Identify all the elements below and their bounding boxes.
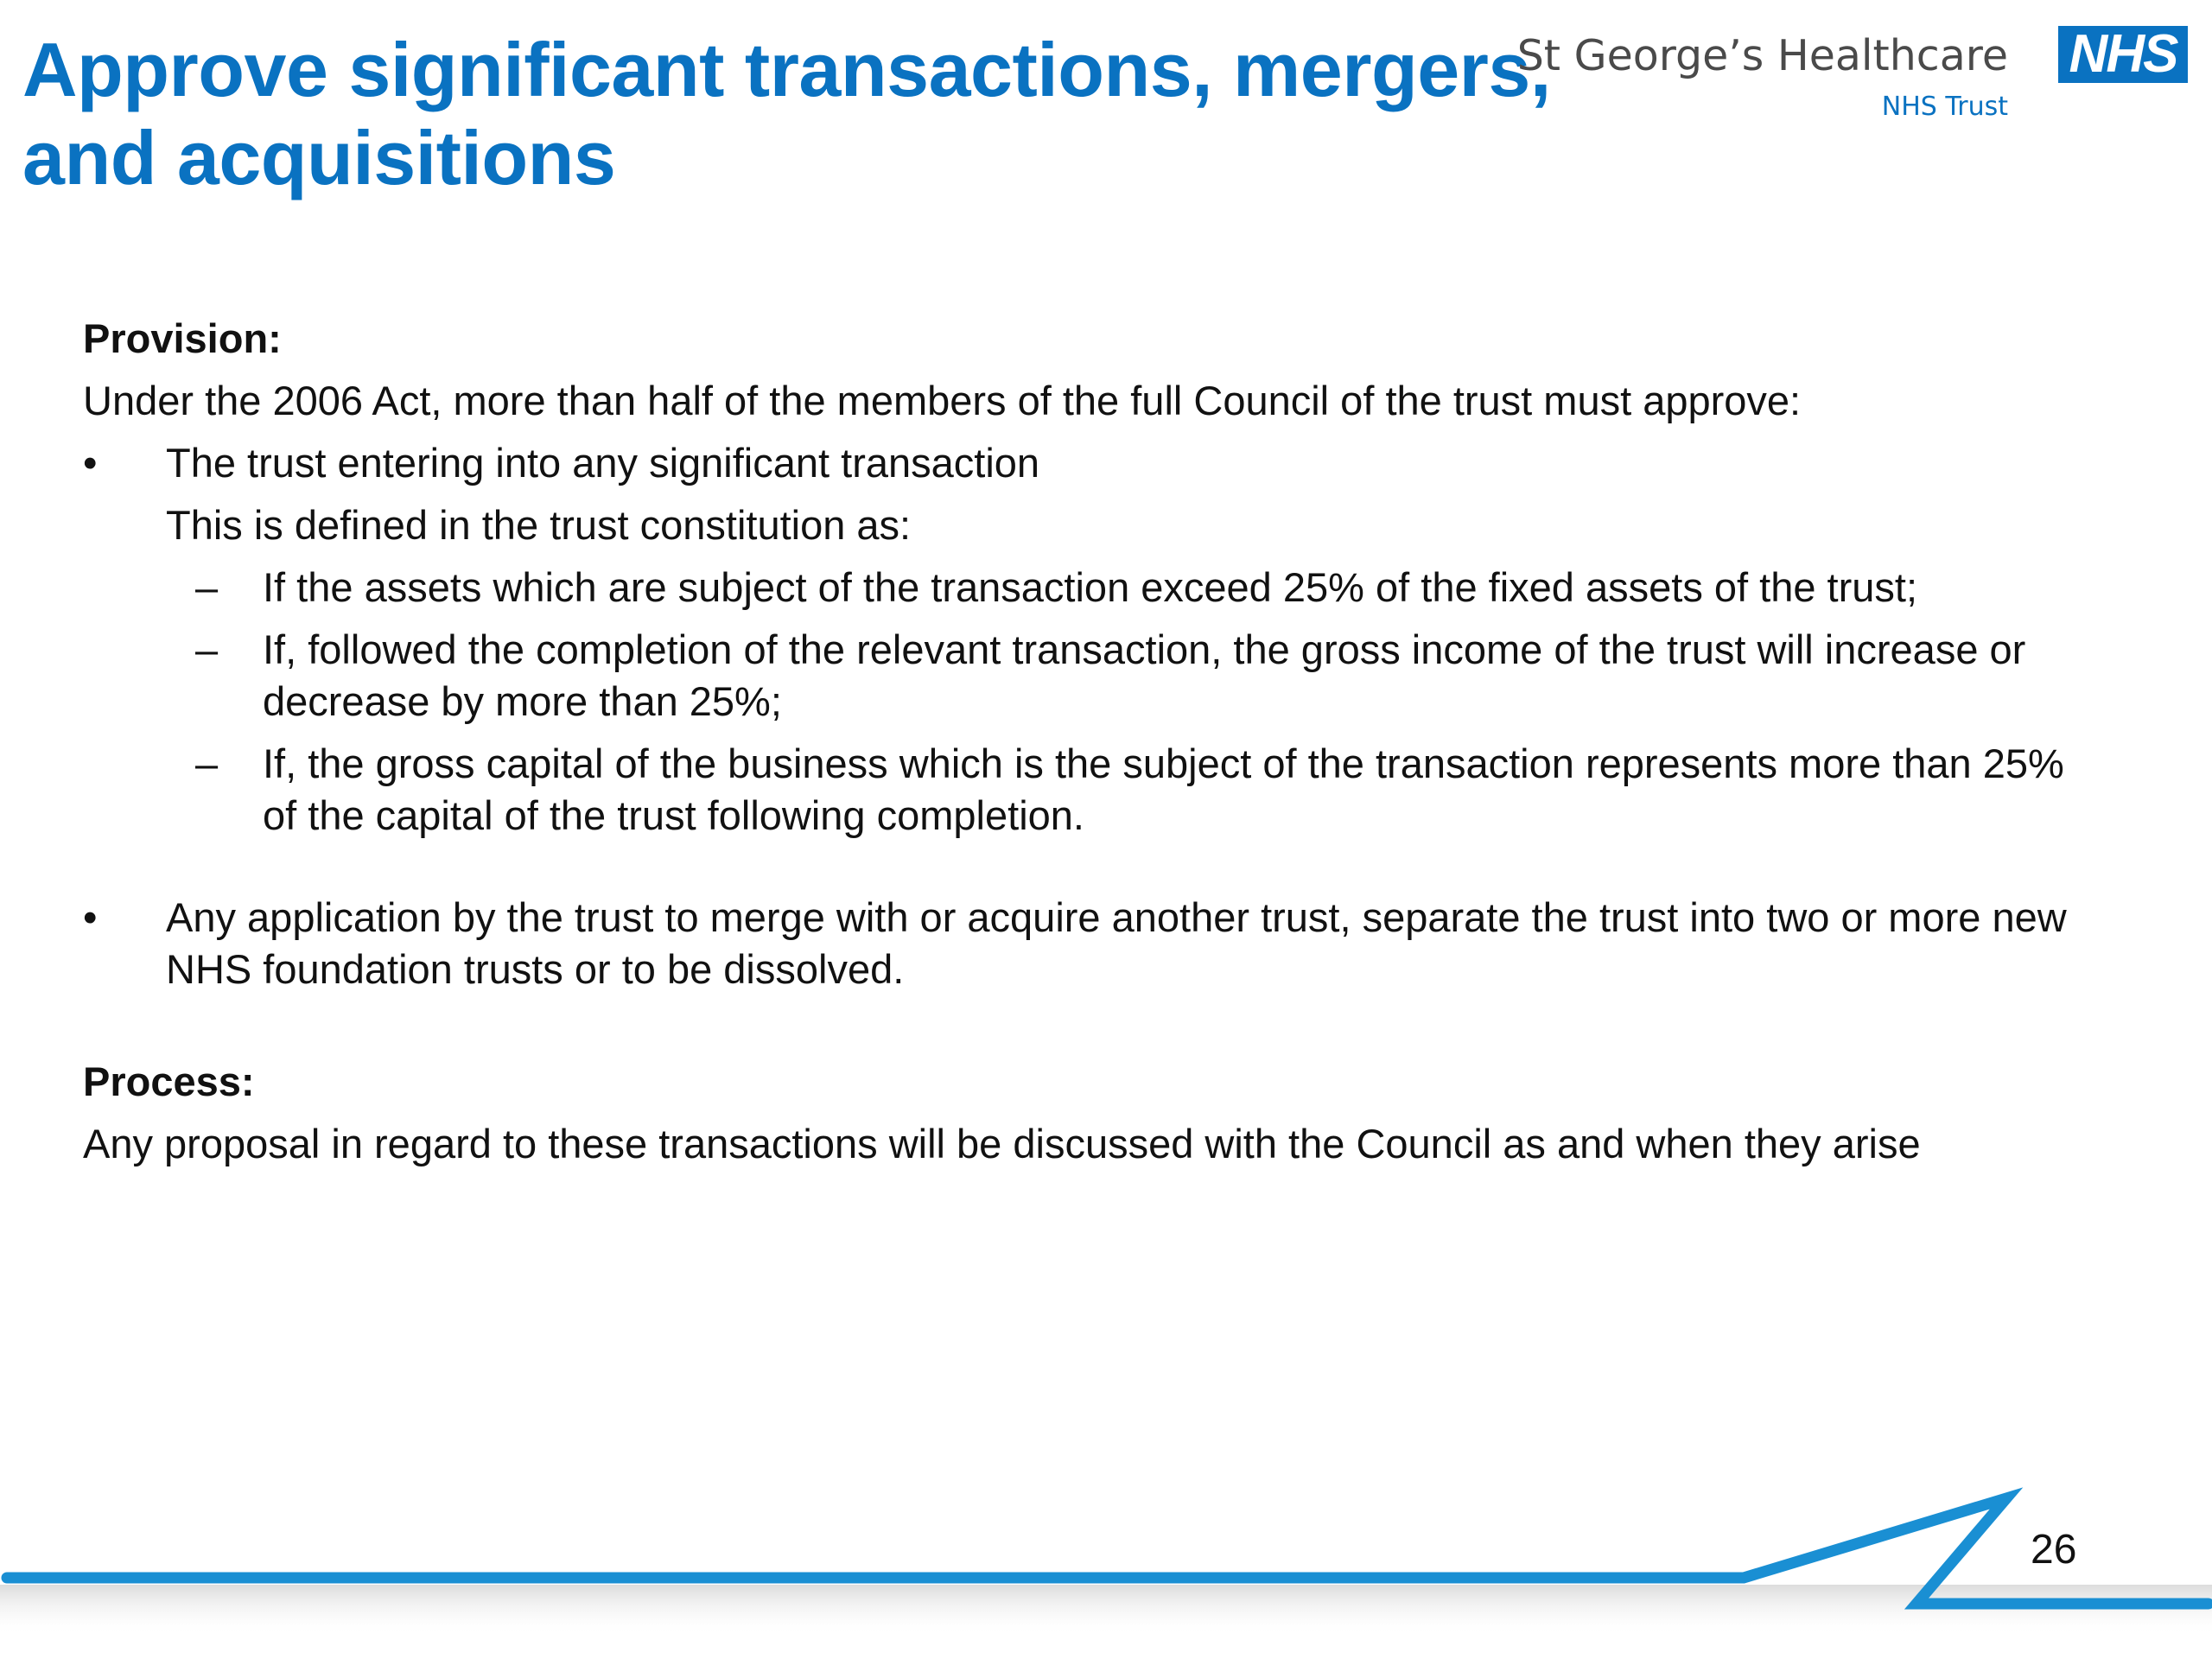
criteria-text: If the assets which are subject of the transaction exceed 25% of the fixed assets of the trust; [263,564,1917,610]
criteria-text: If, the gross capital of the business which is the subject of the transaction represents more than 25% of the capital of the trust following completion. [263,741,2064,838]
nhs-logo-text: NHS [2069,24,2177,84]
slide-title: Approve significant transactions, mergers, and acquisitions [22,27,1551,200]
nhs-logo [2058,26,2188,83]
bullet-item-significant-transaction [83,437,2070,489]
trust-branding [1516,24,2188,130]
process-text: Any proposal in regard to these transactions will be discussed with the Council as and when they arise [83,1121,1921,1166]
bullet-text: The trust entering into any significant transaction [166,440,1040,486]
bullet-text: Any application by the trust to merge with or acquire another trust, separate the trust into two or more new NHS foundation trusts or to be dissolved. [166,894,2067,992]
trust-subtitle: NHS Trust [1881,92,2008,122]
process-heading: Process: [83,1058,255,1104]
page-number: 26 [2031,1527,2077,1573]
criteria-item [83,738,2070,842]
provision-heading: Provision: [83,315,282,361]
criteria-text: If, followed the completion of the relevant transaction, the gross income of the trust will increase or decrease by more than 25%; [263,626,2026,724]
bullet-icon: • [83,894,98,940]
trust-name: St George’s Healthcare [1516,31,2008,80]
dash-icon: – [195,626,219,672]
bullet-item-merger-application [83,892,2070,995]
footer-shadow [0,1585,2212,1637]
dash-icon: – [195,564,219,610]
bullet-icon: • [83,440,98,486]
dash-icon: – [195,741,219,786]
criteria-item [83,624,2070,728]
footer-swoosh [0,1469,2212,1659]
slide-body [83,313,2070,1170]
definition-intro: This is defined in the trust constitution as: [166,502,912,548]
provision-intro: Under the 2006 Act, more than half of the members of the full Council of the trust must approve: [83,378,1802,423]
criteria-item [83,562,2070,613]
